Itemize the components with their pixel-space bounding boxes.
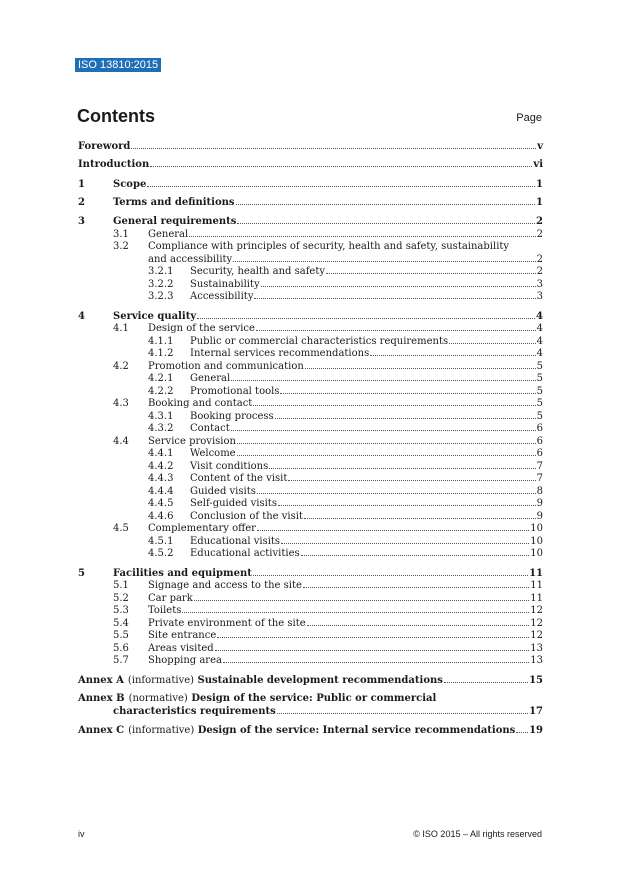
toc-entry-page: 9 (536, 498, 543, 509)
annex-type-label: (informative) (128, 725, 195, 736)
dot-leader (150, 166, 532, 167)
toc-entry-title: Welcome (190, 448, 236, 459)
toc-entry[interactable] (78, 347, 543, 360)
toc-entry-title: Scope (113, 179, 147, 190)
toc-entry-number: 3.2.1 (148, 266, 174, 277)
toc-entry-page: 2 (536, 216, 543, 227)
toc-entry-number: 4.5 (113, 523, 129, 534)
toc-entry-page: 4 (536, 311, 543, 322)
toc-entry[interactable] (78, 674, 543, 687)
toc-entry-title: Toilets (148, 605, 182, 616)
dot-leader (233, 261, 535, 262)
toc-entry-number: 4.1.2 (148, 348, 174, 359)
toc-entry-title: Terms and definitions (113, 197, 235, 208)
toc-entry-page: v (537, 141, 543, 152)
toc-entry-page: 8 (536, 486, 543, 497)
toc-entry-page: 13 (530, 655, 543, 666)
toc-entry-page: 6 (536, 436, 543, 447)
toc-entry-title: Promotional tools (190, 386, 280, 397)
toc-entry-title: Guided visits (190, 486, 256, 497)
toc-entry-page: vi (533, 159, 543, 170)
dot-leader (278, 505, 536, 506)
toc-entry[interactable] (78, 158, 543, 171)
toc-entry-title: Facilities and equipment (113, 568, 252, 579)
dot-leader (182, 612, 529, 613)
dot-leader (231, 430, 536, 431)
toc-entry[interactable] (78, 579, 543, 592)
toc-entry-page: 5 (536, 386, 543, 397)
dot-leader (257, 530, 529, 531)
toc-entry[interactable] (78, 629, 543, 642)
annex-type-label: (normative) (128, 693, 188, 704)
toc-entry-title: Internal services recommendations (190, 348, 370, 359)
toc-entry-number: 5.6 (113, 643, 129, 654)
toc-entry-number: Annex B (78, 693, 125, 704)
toc-entry-title: Foreword (78, 141, 131, 152)
toc-entry-page: 2 (536, 254, 543, 265)
toc-entry-page: 10 (530, 523, 543, 534)
dot-leader (305, 368, 536, 369)
toc-entry[interactable] (78, 140, 543, 153)
dot-leader (326, 273, 536, 274)
toc-entry-page: 2 (536, 229, 543, 240)
toc-entry-page: 10 (530, 548, 543, 559)
dot-leader (269, 468, 535, 469)
toc-entry-number: Annex A (78, 675, 124, 686)
toc-entry[interactable] (78, 178, 543, 191)
toc-entry-page: 11 (529, 568, 543, 579)
toc-entry-page: 9 (536, 511, 543, 522)
dot-leader (197, 318, 535, 319)
dot-leader (449, 343, 536, 344)
toc-entry-title: Accessibility (190, 291, 254, 302)
toc-entry-title: Booking and contact (148, 398, 253, 409)
toc-entry-title: Site entrance (148, 630, 217, 641)
toc-entry-title: Introduction (78, 159, 150, 170)
toc-entry-number: 4.4 (113, 436, 129, 447)
toc-entry-number: 4.5.2 (148, 548, 174, 559)
toc-entry-page: 15 (529, 675, 543, 686)
toc-entry-number: 4.4.5 (148, 498, 174, 509)
toc-entry[interactable] (78, 265, 543, 278)
dot-leader (217, 637, 529, 638)
toc-entry[interactable] (78, 422, 543, 435)
dot-leader (307, 625, 530, 626)
toc-entry-title: Shopping area (148, 655, 222, 666)
toc-entry-number: 4.2 (113, 361, 129, 372)
dot-leader (304, 518, 536, 519)
dot-leader (370, 355, 535, 356)
toc-entry-page: 1 (536, 179, 543, 190)
toc-entry-title: Car park (148, 593, 193, 604)
toc-entry-page: 1 (536, 197, 543, 208)
toc-entry-title: characteristics requirements (113, 706, 276, 717)
toc-entry-title: Service quality (113, 311, 197, 322)
dot-leader (231, 380, 535, 381)
toc-entry-title: Booking process (190, 411, 274, 422)
dot-leader (236, 204, 536, 205)
annex-type-label: (informative) (127, 675, 195, 686)
toc-entry[interactable] (78, 196, 543, 209)
dot-leader (256, 330, 536, 331)
toc-entry-title: Visit conditions (190, 461, 269, 472)
toc-entry-number: 4 (78, 311, 85, 322)
toc-entry-number: 5.5 (113, 630, 129, 641)
toc-entry-title: Service provision (148, 436, 236, 447)
dot-leader (237, 443, 536, 444)
toc-entry-title: Security, health and safety (190, 266, 326, 277)
toc-entry-page: 6 (536, 448, 543, 459)
toc-entry-number: 4.3 (113, 398, 129, 409)
toc-entry-page: 2 (536, 266, 543, 277)
toc-entry-page: 5 (536, 361, 543, 372)
toc-entry-page: 17 (529, 706, 543, 717)
toc-entry-number: 5.1 (113, 580, 129, 591)
toc-entry-page: 5 (536, 373, 543, 384)
toc-entry-page: 4 (536, 336, 543, 347)
toc-entry-number: 5.2 (113, 593, 129, 604)
toc-entry[interactable] (78, 240, 543, 253)
toc-entry-number: 5.4 (113, 618, 129, 629)
toc-entry-number: Annex C (78, 725, 125, 736)
dot-leader (194, 600, 529, 601)
dot-leader (131, 148, 536, 149)
toc-entry-title: Design of the service: Public or commercial (191, 693, 437, 704)
toc-entry-page: 11 (530, 593, 543, 604)
page-title: Contents (77, 106, 155, 126)
toc-entry-number: 4.4.1 (148, 448, 174, 459)
dot-leader (254, 298, 535, 299)
toc-entry-number: 4.1.1 (148, 336, 174, 347)
dot-leader (147, 186, 535, 187)
toc-entry-title: General (148, 229, 189, 240)
toc-entry-title: Promotion and communication (148, 361, 304, 372)
toc-entry-page: 13 (530, 643, 543, 654)
toc-entry-title: Design of the service: Internal service recommendations (197, 725, 516, 736)
toc-entry-page: 3 (536, 279, 543, 290)
toc-entry[interactable] (78, 472, 543, 485)
toc-entry-number: 4.4.4 (148, 486, 174, 497)
toc-entry[interactable] (78, 397, 543, 410)
dot-leader (253, 405, 535, 406)
toc-entry-title: Self-guided visits (190, 498, 277, 509)
toc-entry-page: 19 (529, 725, 543, 736)
toc-entry-page: 12 (530, 630, 543, 641)
toc-entry-title: Complementary offer (148, 523, 256, 534)
toc-entry-number: 4.2.1 (148, 373, 174, 384)
dot-leader (301, 555, 530, 556)
toc-entry-page: 4 (536, 348, 543, 359)
toc-entry[interactable] (78, 372, 543, 385)
toc-entry-number: 4.3.2 (148, 423, 174, 434)
toc-entry[interactable] (78, 654, 543, 667)
toc-entry-number: 4.4.6 (148, 511, 174, 522)
toc-entry[interactable] (78, 604, 543, 617)
dot-leader (288, 480, 535, 481)
dot-leader (516, 732, 528, 733)
toc-entry[interactable] (78, 497, 543, 510)
toc-entry-number: 5 (78, 568, 85, 579)
dot-leader (223, 662, 529, 663)
toc-entry[interactable] (78, 724, 543, 737)
toc-entry[interactable] (78, 547, 543, 560)
toc-entry[interactable] (78, 215, 543, 228)
toc-entry-title: Sustainable development recommendations (197, 675, 443, 686)
toc-entry-page: 3 (536, 291, 543, 302)
toc-entry[interactable] (78, 692, 543, 705)
toc-entry-title: Educational activities (190, 548, 300, 559)
toc-entry-page: 5 (536, 398, 543, 409)
dot-leader (261, 286, 536, 287)
toc-entry[interactable] (78, 705, 543, 718)
toc-entry-number: 3.2.3 (148, 291, 174, 302)
toc-entry-title: General (190, 373, 231, 384)
toc-entry-number: 4.3.1 (148, 411, 174, 422)
dot-leader (237, 455, 536, 456)
toc-entry-number: 5.7 (113, 655, 129, 666)
toc-entry[interactable] (78, 290, 543, 303)
toc-entry-number: 3.2 (113, 241, 129, 252)
toc-entry-title: Signage and access to the site (148, 580, 302, 591)
toc-entry-title: Contact (190, 423, 230, 434)
toc-entry-page: 12 (530, 605, 543, 616)
dot-leader (189, 236, 535, 237)
toc-entry-title: Content of the visit (190, 473, 288, 484)
toc-entry-title: Public or commercial characteristics requirements (190, 336, 449, 347)
dot-leader (277, 713, 528, 714)
toc-entry-title: Conclusion of the visit (190, 511, 303, 522)
footer-page-number: iv (78, 829, 85, 839)
dot-leader (237, 223, 535, 224)
toc-entry-title: General requirements (113, 216, 237, 227)
toc-entry-number: 3.2.2 (148, 279, 174, 290)
toc-entry-number: 1 (78, 179, 85, 190)
dot-leader (444, 682, 528, 683)
toc-entry-title: Private environment of the site (148, 618, 306, 629)
dot-leader (257, 493, 536, 494)
toc-entry-number: 3.1 (113, 229, 129, 240)
dot-leader (275, 418, 536, 419)
toc-entry-page: 7 (536, 461, 543, 472)
toc-entry[interactable] (78, 447, 543, 460)
toc-entry-title: Design of the service (148, 323, 255, 334)
toc-entry-number: 3 (78, 216, 85, 227)
document-id-badge: ISO 13810:2015 (75, 58, 161, 72)
page-column-label: Page (516, 112, 542, 124)
toc-entry-page: 6 (536, 423, 543, 434)
dot-leader (303, 587, 529, 588)
toc-entry-title: Compliance with principles of security, health and safety, sustainability (148, 241, 510, 252)
toc-entry-title: and accessibility (148, 254, 233, 265)
toc-entry-number: 4.4.2 (148, 461, 174, 472)
toc-entry[interactable] (78, 322, 543, 335)
toc-entry[interactable] (78, 522, 543, 535)
footer-copyright: © ISO 2015 – All rights reserved (413, 829, 542, 839)
toc-entry-page: 4 (536, 323, 543, 334)
dot-leader (215, 650, 530, 651)
toc-entry-title: Sustainability (190, 279, 260, 290)
toc-entry-page: 7 (536, 473, 543, 484)
toc-entry-number: 5.3 (113, 605, 129, 616)
toc-entry-number: 4.2.2 (148, 386, 174, 397)
toc-entry-page: 11 (530, 580, 543, 591)
dot-leader (281, 543, 529, 544)
toc-entry-number: 4.4.3 (148, 473, 174, 484)
dot-leader (253, 575, 528, 576)
dot-leader (280, 393, 535, 394)
toc-entry-title: Areas visited (148, 643, 214, 654)
toc-entry-page: 12 (530, 618, 543, 629)
toc-entry-title: Educational visits (190, 536, 281, 547)
toc-entry-page: 5 (536, 411, 543, 422)
toc-entry-number: 4.5.1 (148, 536, 174, 547)
toc-entry-number: 2 (78, 197, 85, 208)
toc-entry-number: 4.1 (113, 323, 129, 334)
toc-entry-page: 10 (530, 536, 543, 547)
